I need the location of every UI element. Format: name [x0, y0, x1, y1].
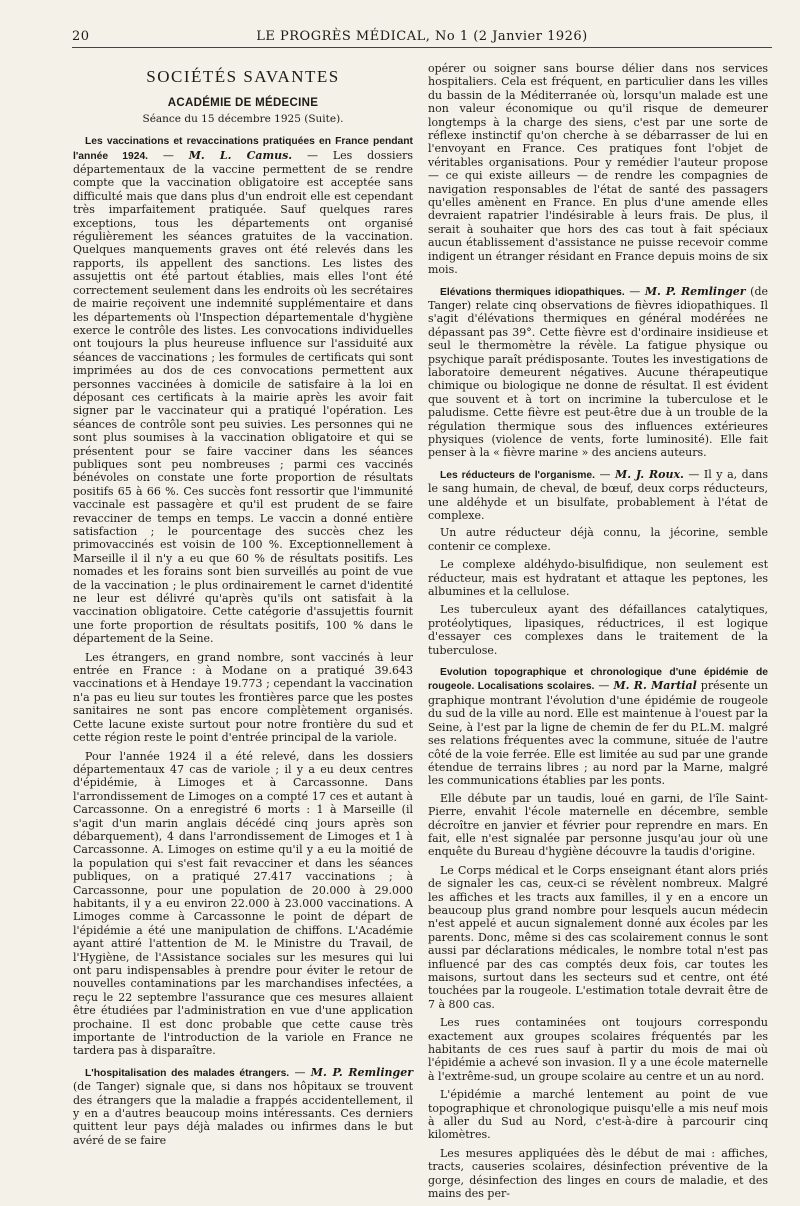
article-text: (de Tanger) relate cinq observations de fièvres idiopathiques. Il s'agit d'élévations thermiques en général modérées ne dépassant pas 39°. Cette fièvre est d'ordinaire insidieuse et seul le thermomètre la révèle. La fatigue physique ou psychique paraît prédisposante. Toutes les investigations de laboratoire demeurent négatives. Aucune thérapeutique chimique ou biologique ne donne de résultat. Il est évident que souvent et à tort on incrimine la tuberculose et le paludisme. Cette fièvre est peut-être due à un trouble de la régulation thermique sous des influences extérieures physiques (violence de vents, forte luminosité). Elle fait penser à la « fièvre marine » des anciens auteurs.: [428, 284, 768, 460]
article-hospitalisation: L'hospitalisation des malades étrangers. — M. P. Remlinger (de Tanger) signale que, si dans nos hôpitaux se trouvent des étrangers que la maladie a frappés accidentellement, il y en a d'autres beaucoup moins intéressants. Ces derniers quittent leur pays déjà malades ou infirmes dans le but avéré de se faire: [73, 1065, 413, 1147]
article-rougeole: Evolution topographique et chronologique d'une épidémie de rougeole. Localisations scolaires. — M. R. Martial présente un graphique montrant l'évolution d'une épidémie de rougeole du sud de la ville au nord. Elle est maintenue à l'ouest par la Seine, à l'est par la ligne de chemin de fer du P.L.M. malgré ses relations fréquentes avec la commune, située de l'autre côté de la voie ferrée. Elle est limitée au sud par une grande étendue de terrains libres ; au nord par la Marne, malgré les communications établies par les ponts.: [428, 667, 768, 788]
running-title: LE PROGRÈS MÉDICAL, No 1 (2 Janvier 1926): [256, 29, 588, 44]
article-text: — Il y a, dans le sang humain, de cheval, de bœuf, deux corps réducteurs, une aldéhyde et un bisulfate, probablement à l'état de complexe.: [428, 467, 768, 522]
article-author: M. P. Remlinger: [644, 284, 746, 298]
article-author: M. L. Camus.: [188, 148, 293, 162]
article-title: Les vaccinations et revaccinations pratiquées en France pendant l'année 1924.: [73, 136, 413, 162]
left-column: [73, 62, 413, 1151]
article-text: présente un graphique montrant l'évolution d'une épidémie de rougeole du sud de la ville au nord. Elle est maintenue à l'ouest par la Seine, à l'est par la ligne de chemin de fer du P.L.M. malgré ses relations fréquentes avec la commune, située de l'autre côté de la voie ferrée. Elle est limitée au sud par une grande étendue de terrains libres ; au nord par la Marne, malgré les communications établies par les ponts.: [428, 679, 768, 788]
academy-heading: ACADÉMIE DE MÉDECINE: [167, 97, 319, 110]
paragraph: Un autre réducteur déjà connu, la jécorine, semble contenir ce complexe.: [428, 526, 768, 553]
paragraph: opérer ou soigner sans bourse délier dans nos services hospitaliers. Cela est fréquent, en particulier dans les villes du bassin de la Méditerranée où, lorsqu'un malade est une non valeur économique ou qu'il risque de demeurer longtemps à la charge des siens, c'est par une sorte de réflexe instinctif qu'on cherche à se débarrasser de lui en l'envoyant en France. Ces pratiques font l'objet de véritables organisations. Pour y remédier l'auteur propose — ce qui existe ailleurs — de rendre les compagnies de navigation responsables de l'état de santé des passagers qu'elles amènent en France. En plus d'une amende elles devraient rapatrier l'indésirable à leurs frais. De plus, il serait à souhaiter que hors des cas tout à fait spéciaux aucun établissement d'assistance ne puisse recevoir comme indigent un étranger résidant en France depuis moins de six mois.: [428, 62, 768, 277]
paragraph: Le Corps médical et le Corps enseignant étant alors priés de signaler les cas, ceux-ci se révèlent nombreux. Malgré les affiches et les tracts aux familles, il y en a encore un beaucoup plus grand nombre pour lesquels aucun médecin n'est appelé et aucun signalement donné aux écoles par les parents. Donc, même si des cas scolairement connus le sont aussi par déclarations médicales, le nombre total n'est pas influencé par des cas comptés deux fois, car toutes les maisons, surtout dans les secteurs sud et centre, ont été touchées par la rougeole. L'estimation totale devrait être de 7 à 800 cas.: [428, 863, 768, 1011]
article-author: M. R. Martial: [613, 679, 697, 693]
article-elevations: Elévations thermiques idiopathiques. — M. P. Remlinger (de Tanger) relate cinq observations de fièvres idiopathiques. Il s'agit d'élévations thermiques en général modérées ne dépassant pas 39°. Cette fièvre est d'ordinaire insidieuse et seul le thermomètre la révèle. La fatigue physique ou psychique paraît prédisposante. Toutes les investigations de laboratoire demeurent négatives. Aucune thérapeutique chimique ou biologique ne donne de résultat. Il est évident que souvent et à tort on incrimine la tuberculose et le paludisme. Cette fièvre est peut-être due à un trouble de la régulation thermique sous des influences extérieures physiques (violence de vents, forte luminosité). Elle fait penser à la « fièvre marine » des anciens auteurs.: [428, 284, 768, 460]
article-author: M. P. Remlinger: [310, 1065, 413, 1079]
article-title: Evolution topographique et chronologique d'une épidémie de rougeole. Localisations scolaires.: [428, 667, 768, 693]
section-title: SOCIÉTÉS SAVANTES: [146, 67, 340, 86]
article-title: Les réducteurs de l'organisme.: [440, 469, 595, 481]
paragraph: Le complexe aldéhydo-bisulfidique, non seulement est réducteur, mais est hydratant et attaque les peptones, les albumines et la cellulose.: [428, 558, 768, 599]
paragraph: Les tuberculeux ayant des défaillances catalytiques, protéolytiques, lipasiques, réductrices, il est logique d'essayer ces complexes dans le traitement de la tuberculose.: [428, 603, 768, 657]
paragraph: Elle débute par un taudis, loué en garni, de l'île Saint-Pierre, envahit l'école maternelle en décembre, semble décroître en janvier et février pour reprendre en mars. En fait, elle n'est signalée par personne jusqu'au jour où une enquête du Bureau d'hygiène découvre la taudis d'origine.: [428, 791, 768, 859]
session-date: Séance du 15 décembre 1925 (Suite).: [142, 112, 344, 125]
article-reducteurs: Les réducteurs de l'organisme. — M. J. Roux. — Il y a, dans le sang humain, de cheval, de bœuf, deux corps réducteurs, une aldéhyde et un bisulfate, probablement à l'état de complexe.: [428, 467, 768, 522]
paragraph: Les mesures appliquées dès le début de mai : affiches, tracts, causeries scolaires, désinfection préventive de la gorge, désinfection des linges en cours de maladie, et des mains des per-: [428, 1146, 768, 1201]
paragraph: Les étrangers, en grand nombre, sont vaccinés à leur entrée en France : à Modane on a pratiqué 39.643 vaccinations et à Hendaye 19.773 ; cependant la vaccination n'a pas eu lieu sur toutes les frontières parce que les postes sanitaires ne sont pas encore complètement organisés. Cette lacune existe surtout pour notre frontière du sud et cette région reste le point d'entrée principal de la variole.: [73, 650, 413, 745]
article-title: L'hospitalisation des malades étrangers.: [85, 1067, 290, 1079]
paragraph: Les rues contaminées ont toujours correspondu exactement aux groupes scolaires fréquentés par les habitants de ces rues sauf à partir du mois de mai où l'épidémie a achevé son invasion. Il y a une école maternelle à l'extrême-sud, un groupe scolaire au centre et un au nord.: [428, 1016, 768, 1083]
article-text: (de Tanger) signale que, si dans nos hôpitaux se trouvent des étrangers que la maladie a frappés accidentellement, il y en a d'autres beaucoup moins intéressants. Ces derniers quittent leur pays déjà malades ou infirmes dans le but avéré de se faire: [73, 1080, 413, 1147]
right-column: [428, 62, 768, 1206]
paragraph: L'épidémie a marché lentement au point de vue topographique et chronologique puisqu'elle a mis neuf mois à aller du Sud au Nord, c'est-à-dire à parcourir cinq kilomètres.: [428, 1088, 768, 1142]
article-title: Elévations thermiques idiopathiques.: [440, 286, 625, 298]
page-number: 20: [72, 29, 90, 44]
article-author: M. J. Roux.: [615, 467, 684, 481]
article-vaccinations: Les vaccinations et revaccinations pratiquées en France pendant l'année 1924. — M. L. Camus. — Les dossiers départementaux de la vaccine permettent de se rendre compte que la vaccination obligatoire est acceptée sans difficulté mais que dans plus d'un endroit elle est cependant très imparfaitement pratiquée. Sauf quelques rares exceptions, tous les départements ont organisé régulièrement les séances gratuites de la vaccination. Quelques manquements graves ont été relevés dans les rapports, ils appellent des sanctions. Les listes des assujettis ont été partout établies, mais elles l'ont été correctement seulement dans les endroits où les secrétaires de mairie reçoivent une indemnité supplémentaire et dans les départements où l'Inspection départementale d'hygiène exerce le contrôle des listes. Les convocations individuelles ont toujours la plus heureuse influence sur l'assiduité aux séances de vaccinations ; les formules de certificats qui sont imprimées au dos de ces convocations permettent aux personnes vaccinées à domicile de satisfaire à la loi en déposant ces certificats à la mairie après les avoir fait signer par le vaccinateur qui a pratiqué l'opération. Les séances de contrôle sont peu suivies. Les personnes qui ne sont plus soumises à la vaccination obligatoire et qui se présentent pour se faire vacciner dans les séances publiques sont peu nombreuses ; parmi ces vaccinés bénévoles on constate une forte proportion de résultats positifs 65 à 66 %. Ces succès font ressortir que l'immunité vaccinale est passagère et qu'il est prudent de se faire revacciner de temps en temps. Le vaccin a donné entière satisfaction ; le pourcentage des succès chez les primovaccinés est voisin de 100 %. Exceptionnellement à Marseille il il n'y a eu que 60 % de résultats positifs. Les nomades et les forains sont bien surveillés au point de vue de la vaccination ; le plus ordinairement le carnet d'identité ne leur est délivré qu'après qu'ils ont satisfait à la vaccination obligatoire. Cette catégorie d'assujettis fournit une forte proportion de résultats positifs, 100 % dans le département de la Seine.: [73, 136, 413, 646]
running-header: [72, 27, 772, 48]
paragraph: Pour l'année 1924 il a été relevé, dans les dossiers départementaux 47 cas de variole ; il y a eu deux centres d'épidémie, à Limoges et à Carcassonne. Dans l'arrondissement de Limoges on a compté 17 ces et autant à Carcassonne. On a enregistré 6 morts : 1 à Marseille (il s'agit d'un marin anglais décédé cinq jours après son débarquement), 4 dans l'arrondissement de Limoges et 1 à Carcassonne. A. Limoges on estime qu'il y a eu la moitié de la population qui s'est fait revacciner et dans les séances publiques, on a pratiqué 27.417 vaccinations ; à Carcassonne, pour une population de 20.000 à 29.000 habitants, il y a eu environ 22.000 à 23.000 vaccinations. A Limoges comme à Carcassonne le point de départ de l'épidémie a été une manipulation de chiffons. L'Académie ayant attiré l'attention de M. le Ministre du Travail, de l'Hygiène, de l'Assistance sociales sur les mesures qui lui ont paru indispensables à prendre pour éviter le retour de nouvelles contaminations par les marchandises infectées, a reçu le 22 septembre l'assurance que ces mesures allaient être étudiées par l'administration en vue d'une application prochaine. Il est donc probable que cette cause très importante de l'introduction de la variole en France ne tardera pas à disparaître.: [73, 749, 413, 1058]
article-text: — Les dossiers départementaux de la vaccine permettent de se rendre compte que la vaccination obligatoire est acceptée sans difficulté mais que dans plus d'un endroit elle est cependant très imparfaitement pratiquée. Sauf quelques rares exceptions, tous les départements ont organisé régulièrement les séances gratuites de la vaccination. Quelques manquements graves ont été relevés dans les rapports, ils appellent des sanctions. Les listes des assujettis ont été partout établies, mais elles l'ont été correctement seulement dans les endroits où les secrétaires de mairie reçoivent une indemnité supplémentaire et dans les départements où l'Inspection départementale d'hygiène exerce le contrôle des listes. Les convocations individuelles ont toujours la plus heureuse influence sur l'assiduité aux séances de vaccinations ; les formules de certificats qui sont imprimées au dos de ces convocations permettent aux personnes vaccinées à domicile de satisfaire à la loi en déposant ces certificats à la mairie après les avoir fait signer par le vaccinateur qui a pratiqué l'opération. Les séances de contrôle sont peu suivies. Les personnes qui ne sont plus soumises à la vaccination obligatoire et qui se présentent pour se faire vacciner dans les séances publiques sont peu nombreuses ; parmi ces vaccinés bénévoles on constate une forte proportion de résultats positifs 65 à 66 %. Ces succès font ressortir que l'immunité vaccinale est passagère et qu'il est prudent de se faire revacciner de temps en temps. Le vaccin a donné entière satisfaction ; le pourcentage des succès chez les primovaccinés est voisin de 100 %. Exceptionnellement à Marseille il il n'y a eu que 60 % de résultats positifs. Les nomades et les forains sont bien surveillés au point de vue de la vaccination ; le plus ordinairement le carnet d'identité ne leur est délivré qu'après qu'ils ont satisfait à la vaccination obligatoire. Cette catégorie d'assujettis fournit une forte proportion de résultats positifs, 100 % dans le département de la Seine.: [73, 148, 413, 646]
